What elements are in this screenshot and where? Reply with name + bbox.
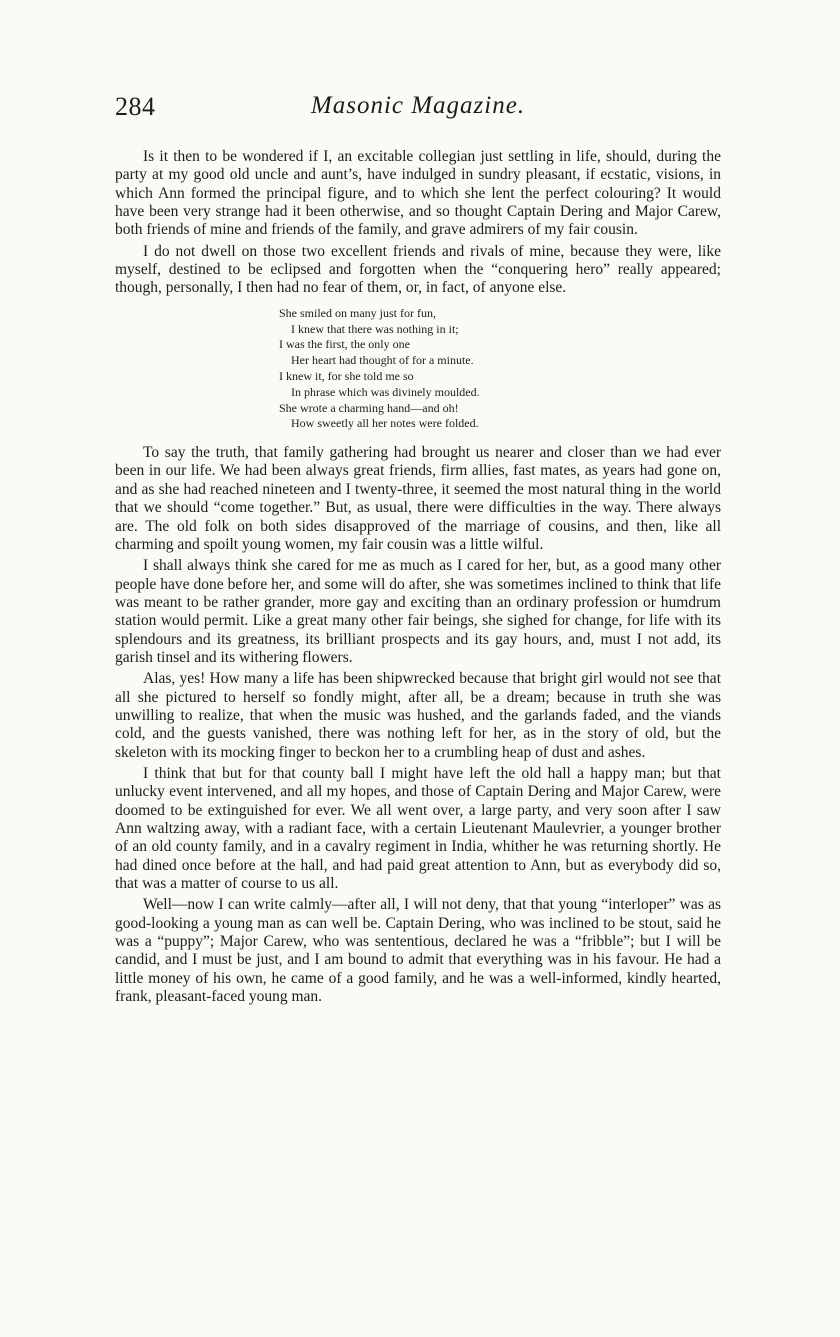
poem-line: She wrote a charming hand—and oh! xyxy=(279,400,459,415)
poem-line: I knew it, for she told me so xyxy=(279,368,414,383)
poem-line: How sweetly all her notes were folded. xyxy=(291,416,479,431)
poem-line: I knew that there was nothing in it; xyxy=(291,321,459,336)
paragraph: Alas, yes! How many a life has been shipwrecked because that bright girl would not see that all she pictured to herself so fondly might, after all, be a dream; because in truth she was unwilling to realize, that when the music was hushed, and the garlands faded, and the viands cold, and the guests vanished, there was nothing left for her, as in the story of old, but the skeleton with its mocking finger to beckon her to a crumbling heap of dust and ashes. xyxy=(115,670,721,761)
running-title: Masonic Magazine. xyxy=(310,92,526,119)
paragraph: Is it then to be wondered if I, an excitable collegian just settling in life, should, during the party at my good old uncle and aunt’s, have indulged in sundry pleasant, if ecstatic, visions, in which Ann formed the principal figure, and to which she lent the perfect colouring? It would have been very strange had it been otherwise, and so thought Captain Dering and Major Carew, both friends of mine and friends of the family, and grave admirers of my fair cousin. xyxy=(115,148,721,239)
paragraph: Well—now I can write calmly—after all, I will not deny, that that young “interloper” was as good-looking a young man as can well be. Captain Dering, who was inclined to be stout, said he was a “puppy”; Major Carew, who was sententious, declared he was a “fribble”; but I will be candid, and I must be just, and I am bound to admit that everything was in his favour. He had a little money of his own, he came of a good family, and he was a well-informed, kindly hearted, frank, pleasant-faced young man. xyxy=(115,896,721,1006)
poem-line: Her heart had thought of for a minute. xyxy=(291,353,474,368)
poem-line: She smiled on many just for fun, xyxy=(279,305,436,320)
page-number: 284 xyxy=(115,92,156,121)
poem xyxy=(279,306,721,432)
paragraph: To say the truth, that family gathering had brought us nearer and closer than we had ever been in our life. We had been always great friends, firm allies, fast mates, as years had gone on, and as she had reached nineteen and I twenty-three, it seemed the most natural thing in the world that we should “come together.” But, as usual, there were difficulties in the way. There always are. The old folk on both sides disapproved of the marriage of cousins, and then, like all charming and spoilt young women, my fair cousin was a little wilful. xyxy=(115,444,721,553)
paragraph: I think that but for that county ball I might have left the old hall a happy man; but that unlucky event intervened, and all my hopes, and those of Captain Dering and Major Carew, were doomed to be extinguished for ever. We all went over, a large party, and very soon after I saw Ann waltzing away, with a radiant face, with a certain Lieutenant Maulevrier, a younger brother of an old county family, and in a cavalry regiment in India, whither he was returning shortly. He had dined once before at the hall, and had paid great attention to Ann, but as everybody did so, that was a matter of course to us all. xyxy=(115,764,721,893)
page-header xyxy=(115,92,721,122)
paragraph: I shall always think she cared for me as much as I cared for her, but, as a good many other people have done before her, and some will do after, she was sometimes inclined to think that life was meant to be rather grander, more gay and exciting than an ordinary profession or humdrum station would permit. Like a great many other fair beings, she sighed for change, for life with its splendours and its greatness, its brilliant prospects and its gay hours, and, must I not add, its garish tinsel and its withering flowers. xyxy=(115,557,721,666)
poem-line: I was the first, the only one xyxy=(279,337,410,352)
poem-line: In phrase which was divinely moulded. xyxy=(291,384,480,399)
paragraph: I do not dwell on those two excellent friends and rivals of mine, because they were, like myself, destined to be eclipsed and forgotten when the “conquering hero” really appeared; though, personally, I then had no fear of them, or, in fact, of anyone else. xyxy=(115,242,721,297)
article-body xyxy=(115,148,721,1009)
